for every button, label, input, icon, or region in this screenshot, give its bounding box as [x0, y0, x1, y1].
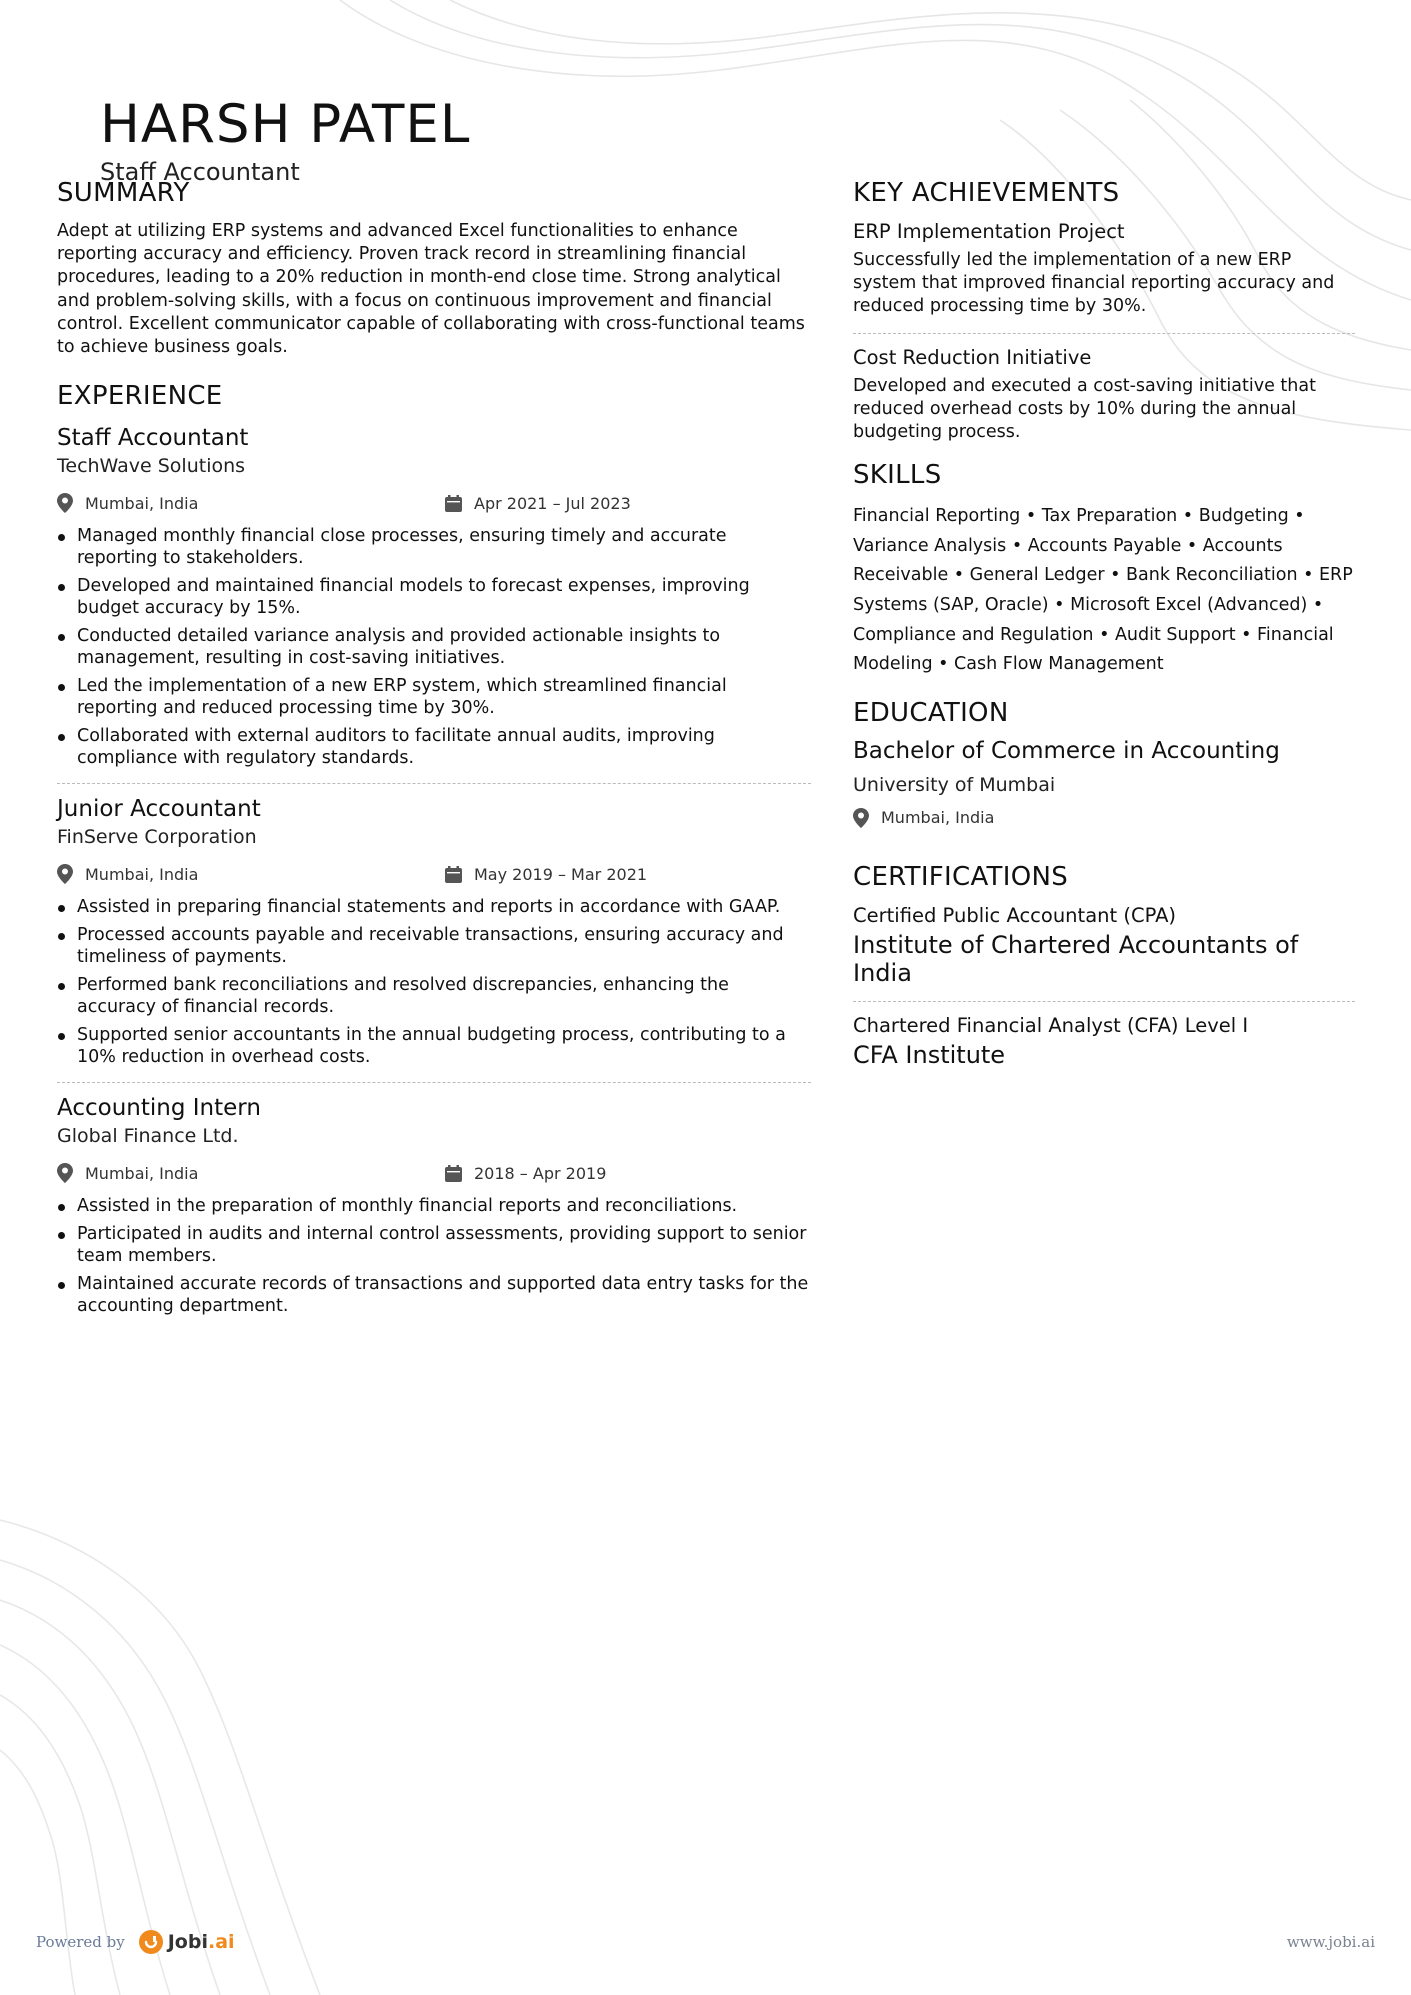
- bullet-item: Collaborated with external auditors to facilitate annual audits, improving compliance with regulatory standards.: [57, 725, 811, 769]
- job-divider: [57, 1082, 811, 1083]
- job-meta: [57, 862, 811, 886]
- experience-heading: EXPERIENCE: [57, 381, 223, 412]
- bullet-item: Performed bank reconciliations and resolved discrepancies, enhancing the accuracy of financial records.: [57, 974, 811, 1018]
- location-pin-icon: [853, 808, 869, 828]
- certification-item: [853, 904, 1355, 987]
- education-location: [853, 806, 1355, 830]
- bullet-item: Supported senior accountants in the annual budgeting process, contributing to a 10% reduction in overhead costs.: [57, 1024, 811, 1068]
- certifications-section: [853, 862, 1355, 1069]
- job-bullets: [57, 896, 811, 1068]
- certifications-heading: CERTIFICATIONS: [853, 861, 1069, 892]
- certification-divider: [853, 1001, 1355, 1002]
- location-pin-icon: [57, 1163, 73, 1183]
- bullet-item: Processed accounts payable and receivable transactions, ensuring accuracy and timeliness of payments.: [57, 924, 811, 968]
- job-company: Global Finance Ltd.: [57, 1125, 239, 1148]
- job-dates-text: May 2019 – Mar 2021: [474, 864, 648, 884]
- calendar-icon: [445, 866, 462, 883]
- education-location-text: Mumbai, India: [881, 808, 995, 828]
- summary-heading: SUMMARY: [57, 178, 190, 208]
- certification-org: Institute of Chartered Accountants of India: [853, 930, 1299, 987]
- skills-section: [853, 460, 1355, 680]
- achievements-heading: KEY ACHIEVEMENTS: [853, 178, 1120, 208]
- skills-heading: SKILLS: [853, 460, 942, 491]
- jobi-logo[interactable]: [139, 1930, 235, 1954]
- brand-suffix: .ai: [207, 1931, 235, 1953]
- powered-by: [36, 1930, 235, 1954]
- website-link[interactable]: www.jobi.ai: [1286, 1933, 1375, 1951]
- bullet-item: Participated in audits and internal control assessments, providing support to senior team members.: [57, 1223, 811, 1267]
- job-dates: [445, 1164, 606, 1183]
- calendar-icon: [445, 1165, 462, 1182]
- powered-by-text: Powered by: [36, 1933, 125, 1951]
- achievement-title: Cost Reduction Initiative: [853, 345, 1092, 369]
- job-dates: [445, 865, 647, 884]
- education-degree: Bachelor of Commerce in Accounting: [853, 737, 1280, 764]
- achievement-item: [853, 220, 1355, 319]
- job-dates: [445, 494, 631, 513]
- bullet-item: Managed monthly financial close processes, ensuring timely and accurate reporting to stakeholders.: [57, 525, 811, 569]
- job-bullets: [57, 1195, 811, 1317]
- brand-main: Jobi: [167, 1931, 208, 1953]
- job-title: Accounting Intern: [57, 1095, 261, 1122]
- job-divider: [57, 783, 811, 784]
- experience-section: [57, 381, 811, 1317]
- job-title: Staff Accountant: [57, 425, 249, 452]
- job-meta: [57, 491, 811, 515]
- job-title: Junior Accountant: [57, 796, 261, 823]
- achievement-item: [853, 346, 1355, 445]
- achievement-text: Developed and executed a cost-saving initiative that reduced overhead costs by 10% during the annual budgeting process.: [853, 375, 1316, 443]
- education-section: [853, 698, 1355, 830]
- location-pin-icon: [57, 493, 73, 513]
- calendar-icon: [445, 495, 462, 512]
- certification-name: Certified Public Accountant (CPA): [853, 903, 1177, 927]
- certification-name: Chartered Financial Analyst (CFA) Level I: [853, 1013, 1249, 1037]
- summary-section: [57, 178, 811, 359]
- certification-item: [853, 1014, 1355, 1069]
- jobi-logo-icon: [139, 1930, 163, 1954]
- resume-title: Staff Accountant: [100, 158, 300, 182]
- right-column: [853, 172, 1355, 1069]
- job-location: [57, 864, 445, 884]
- background-contour-bottom: [0, 1480, 520, 1995]
- job-company: TechWave Solutions: [57, 455, 246, 478]
- education-heading: EDUCATION: [853, 697, 1009, 728]
- achievement-text: Successfully led the implementation of a new ERP system that improved financial reporting accuracy and reduced processing time by 30%.: [853, 250, 1335, 317]
- job-location-text: Mumbai, India: [85, 1163, 199, 1183]
- achievement-divider: [853, 333, 1355, 334]
- summary-text: Adept at utilizing ERP systems and advanced Excel functionalities to enhance reporting accuracy and efficiency. Proven track record in streamlining financial procedures, leading to a 20% reduction in month-end close time. Strong analytical and problem-solving skills, with a focus on continuous improvement and financial control. Excellent communicator capable of collaborating with cross-functional teams to achieve business goals.: [57, 221, 805, 358]
- skills-list: Financial Reporting • Tax Preparation • Budgeting • Variance Analysis • Accounts Payable • Accounts Receivable • General Ledger • Bank Reconciliation • ERP Systems (SAP, Oracle) • Microsoft Excel (Advanced) • Compliance and Regulation • Audit Support • Financial Modeling • Cash Flow Management: [853, 506, 1353, 675]
- bullet-item: Conducted detailed variance analysis and provided actionable insights to management, resulting in cost-saving initiatives.: [57, 625, 811, 669]
- education-school: University of Mumbai: [853, 773, 1056, 796]
- job-company: FinServe Corporation: [57, 826, 257, 849]
- achievement-title: ERP Implementation Project: [853, 220, 1125, 243]
- job-location: [57, 1163, 445, 1183]
- job-entry: [57, 796, 811, 1068]
- left-column: [57, 172, 811, 1323]
- job-meta: [57, 1161, 811, 1185]
- job-entry: [57, 425, 811, 769]
- certification-org: CFA Institute: [853, 1040, 1006, 1069]
- job-entry: [57, 1095, 811, 1317]
- bullet-item: Developed and maintained financial models to forecast expenses, improving budget accuracy by 15%.: [57, 575, 811, 619]
- job-bullets: [57, 525, 811, 769]
- bullet-item: Maintained accurate records of transactions and supported data entry tasks for the accounting department.: [57, 1273, 811, 1317]
- location-pin-icon: [57, 864, 73, 884]
- bullet-item: Led the implementation of a new ERP system, which streamlined financial reporting and reduced processing time by 30%.: [57, 675, 811, 719]
- bullet-item: Assisted in the preparation of monthly financial reports and reconciliations.: [57, 1195, 811, 1217]
- job-dates-text: 2018 – Apr 2019: [474, 1163, 607, 1183]
- job-location-text: Mumbai, India: [85, 493, 199, 513]
- job-location-text: Mumbai, India: [85, 864, 199, 884]
- resume-name: HARSH PATEL: [100, 94, 471, 155]
- bullet-item: Assisted in preparing financial statements and reports in accordance with GAAP.: [57, 896, 811, 918]
- job-dates-text: Apr 2021 – Jul 2023: [474, 493, 631, 513]
- achievements-section: [853, 178, 1355, 444]
- job-location: [57, 493, 445, 513]
